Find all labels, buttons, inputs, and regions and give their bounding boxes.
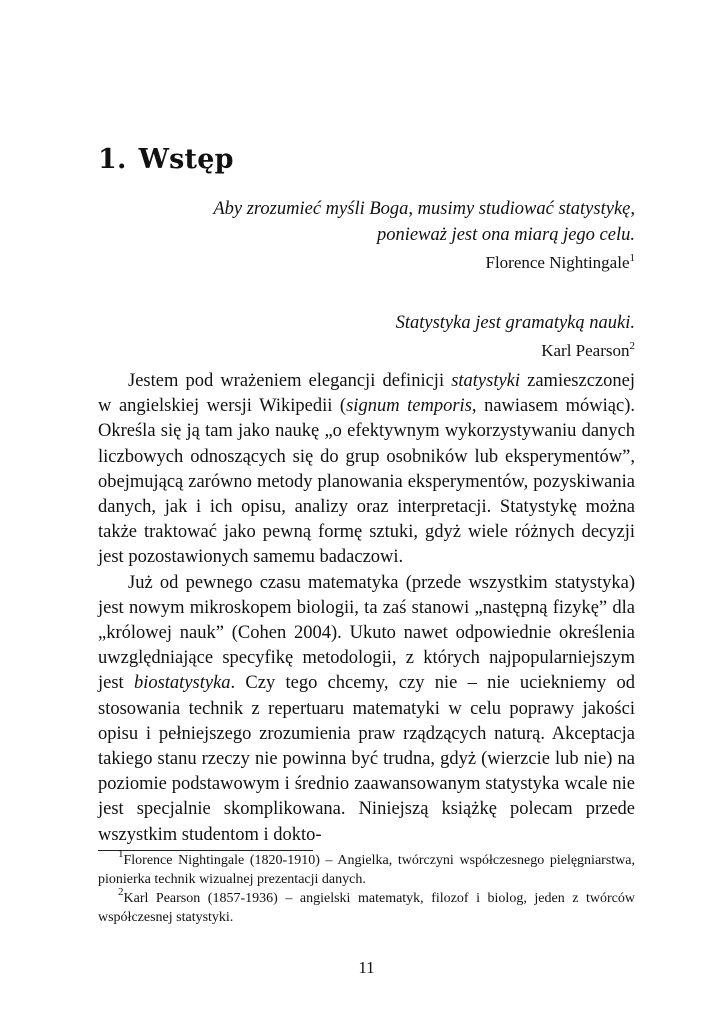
- footnote-ref: 1: [629, 252, 635, 264]
- body-text: [98, 369, 635, 848]
- epigraph-author: [98, 338, 635, 364]
- page-number: 11: [358, 958, 375, 977]
- paragraph: [98, 571, 635, 848]
- italic-term: signum temporis: [346, 396, 472, 417]
- footnote-ref: 2: [629, 340, 635, 352]
- italic-term: statystyki: [451, 371, 521, 391]
- footnotes: [98, 848, 635, 927]
- footnote-mark: 1: [118, 848, 124, 860]
- text-run: zamieszczonej w angielskiej wersji Wikipedii (: [98, 371, 635, 417]
- footnote-text: Florence Nightingale (1820-1910) – Angielka, twórczyni współczesnego pielęgniarstwa, pionierka technik wizualnej prezentacji danych.: [98, 853, 635, 887]
- text-run: , nawiasem mówiąc). Określa się ją tam jako naukę „o efektywnym wykorzystywaniu danych liczbowych odnoszących się do grup osobników lub eksperymentów”, obejmującą zarówno metody planowania eksperymentów, pozyskiwania danych, jak i ich opisu, analizy oraz interpretacji. Statystykę można także traktować jako pewną formę sztuki, gdyż wiele różnych decyzji jest pozostawionych samemu badaczowi.: [98, 396, 635, 568]
- epigraphs: [98, 196, 635, 364]
- text-run: Jestem pod wrażeniem elegancji definicji: [128, 371, 452, 391]
- book-page: [98, 0, 635, 1024]
- epigraph-pearson: [98, 310, 635, 364]
- footnote: [98, 886, 635, 927]
- chapter-number: 1.: [98, 144, 127, 175]
- chapter-title: [98, 144, 234, 175]
- text-run: . Czy tego chcemy, czy nie – nie uciekniemy od stosowania technik z repertuaru matematyki w celu poprawy jakości opisu i pełniejszego zrozumienia praw rządzących naturą. Akceptacja takiego stanu rzeczy nie powinna być trudna, gdyż (wierzcie lub nie) na poziomie podstawowym i średnio zaawansowanym statystyka wcale nie jest specjalnie skomplikowana. Niniejszą książkę polecam przede wszystkim studentom i dokto-: [98, 673, 635, 845]
- epigraph-author-name: Florence Nightingale: [485, 253, 630, 272]
- footnote: [98, 848, 635, 889]
- epigraph-author-name: Karl Pearson: [541, 341, 630, 360]
- epigraph-nightingale: [98, 196, 635, 276]
- epigraph-quote-line: Aby zrozumieć myśli Boga, musimy studiować statystykę,: [213, 199, 635, 219]
- text-run: Już od pewnego czasu matematyka (przede wszystkim statystyka) jest nowym mikroskopem biologii, ta zaś stanowi „następną fizykę” dla „królowej nauk” (Cohen 2004). Ukuto nawet odpowiednie określenia uwzględniające specyfikę metodologii, z których najpopularniejszym jest: [98, 572, 635, 694]
- paragraph: [98, 369, 635, 571]
- footnote-mark: 2: [118, 886, 124, 898]
- footnote-text: Karl Pearson (1857-1936) – angielski matematyk, filozof i biolog, jeden z twórców współczesnej statystyki.: [98, 891, 635, 925]
- epigraph-author: [98, 250, 635, 276]
- epigraph-quote-line: Statystyka jest gramatyką nauki.: [395, 313, 635, 333]
- chapter-title-text: Wstęp: [138, 144, 234, 175]
- italic-term: biostatystyka: [133, 673, 231, 694]
- epigraph-quote-line: ponieważ jest ona miarą jego celu.: [377, 225, 635, 245]
